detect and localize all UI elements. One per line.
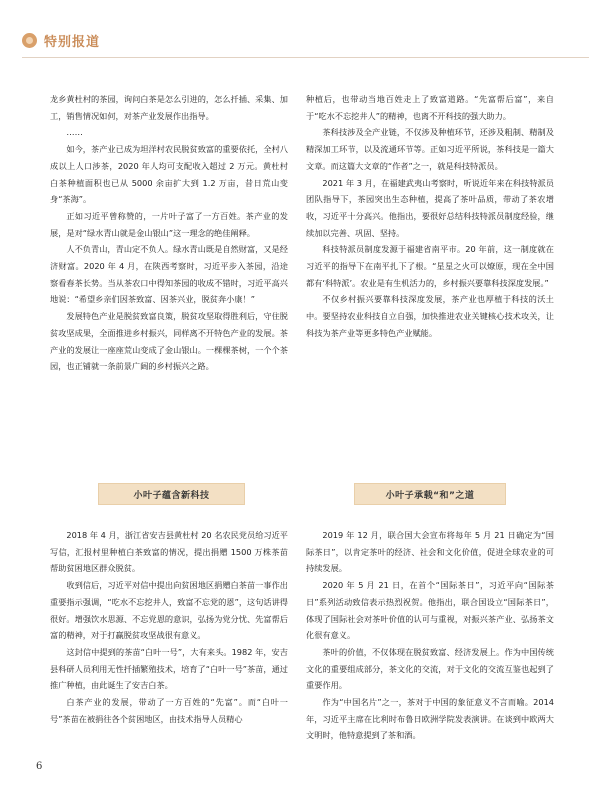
ellipsis-paragraph: …… <box>66 127 83 138</box>
header-divider <box>22 57 589 58</box>
paragraph: 收到信后，习近平对信中提出向贫困地区捐赠白茶苗一事作出重要指示强调，“吃水不忘挖井人，致富不忘党的恩”，这句话讲得很好。增强饮水思源、不忘党恩的意识，弘扬为党分忧、先富帮后富的精神，对于打赢脱贫攻坚战很有意义。 <box>50 580 288 641</box>
header-circle-icon <box>22 33 37 48</box>
paragraph: 作为“中国名片”之一，茶对于中国的象征意义不言而喻。2014 年，习近平主席在比利时布鲁日欧洲学院发表演讲。在谈到中欧两大文明时，他特意提到了茶和酒。 <box>306 697 554 741</box>
paragraph: 2019 年 12 月，联合国大会宣布将每年 5 月 21 日确定为“国际茶日”，以肯定茶叶的经济、社会和文化价值，促进全球农业的可持续发展。 <box>306 530 554 574</box>
paragraph: 2021 年 3 月，在福建武夷山考察时，听说近年来在科技特派员团队指导下，茶园突出生态种植，提高了茶叶品质，带动了茶农增收，习近平十分高兴。他指出，要很好总结科技特派员制度经验，继续加以完善、巩固、坚持。 <box>306 177 554 238</box>
bottom-right-column <box>306 527 554 744</box>
paragraph: 科技特派员制度发源于福建省南平市。20 年前，这一制度就在习近平的指导下在南平扎下了根。“星星之火可以燎原，现在全中国都有‘科特派’。农业是有生机活力的，乡村振兴要靠科技深度发展。” <box>306 244 554 288</box>
section-title: 特别报道 <box>44 35 101 50</box>
section-header <box>22 31 100 50</box>
top-left-column <box>50 91 288 375</box>
paragraph: 种植后，也带动当地百姓走上了致富道路。“先富帮后富”，来自于“吃水不忘挖井人”的精神，也离不开科技的强大助力。 <box>306 94 554 121</box>
subheading-left: 小叶子蕴含新科技 <box>98 483 245 505</box>
paragraph: 龙乡黄杜村的茶园，询问白茶是怎么引进的，怎么扦插、采集、加工，销售情况如何，对茶产业发展作出指导。 <box>50 94 288 121</box>
page-number: 6 <box>36 761 43 772</box>
paragraph: 不仅乡村振兴要靠科技深度发展，茶产业也厚植于科技的沃土中。要坚持农业科技自立自强，加快推进农业关键核心技术攻关，让科技为茶产业等更多特色产业赋能。 <box>306 294 554 338</box>
paragraph: 茶叶的价值，不仅体现在脱贫致富、经济发展上。作为中国传统文化的重要组成部分，茶文化的交流，对于文化的交流互鉴也起到了重要作用。 <box>306 646 554 691</box>
paragraph: 茶科技涉及全产业链，不仅涉及种植环节，还涉及粗制、精制及精深加工环节，以及流通环节等。正如习近平所说，茶科技是一篇大文章。而这篇大文章的“作者”之一，就是科技特派员。 <box>306 127 554 171</box>
paragraph: 发展特色产业是脱贫致富良策，脱贫攻坚取得胜利后，守住脱贫攻坚成果，全面推进乡村振兴，同样离不开特色产业的发展。茶产业的发展让一座座荒山变成了金山银山。一棵棵茶树，一个个茶园，也正铺就一条前景广阔的乡村振兴之路。 <box>50 311 288 372</box>
bottom-left-column <box>50 527 288 727</box>
paragraph: 正如习近平曾称赞的，一片叶子富了一方百姓。茶产业的发展，是对“绿水青山就是金山银山”这一理念的绝佳阐释。 <box>50 210 288 238</box>
paragraph: 2020 年 5 月 21 日，在首个“国际茶日”，习近平向“国际茶日”系列活动致信表示热烈祝贺。他指出，联合国设立“国际茶日”，体现了国际社会对茶叶价值的认可与重视，对振兴茶产业、弘扬茶文化很有意义。 <box>306 580 554 641</box>
subheading-right: 小叶子承载“和”之道 <box>354 483 506 505</box>
paragraph: 这封信中提到的茶苗“白叶一号”，大有来头。1982 年，安吉县科研人员利用无性扦插繁殖技术，培育了“白叶一号”茶苗，通过推广种植，由此诞生了安吉白茶。 <box>50 646 288 691</box>
paragraph: 如今，茶产业已成为坦洋村农民脱贫致富的重要依托，全村八成以上人口涉茶，2020 年人均可支配收入超过 2 万元。黄杜村白茶种植面积也已从 5000 余亩扩大到 1.2 万亩，昔日荒山变身“茶海”。 <box>50 144 288 205</box>
paragraph: 白茶产业的发展，带动了一方百姓的“先富”。而“白叶一号”茶苗在被捐往各个贫困地区，由技术指导人员精心 <box>50 697 288 724</box>
paragraph: 2018 年 4 月，浙江省安吉县黄杜村 20 名农民党员给习近平写信，汇报村里种植白茶致富的情况，提出捐赠 1500 万株茶苗帮助贫困地区群众脱贫。 <box>50 530 288 574</box>
top-right-column <box>306 91 554 342</box>
paragraph: 人不负青山，青山定不负人。绿水青山既是自然财富，又是经济财富。2020 年 4 月，在陕西考察时，习近平步入茶园，沿途察看春茶长势。当从茶农口中得知茶园的收成不错时，习近平高兴地说：“希望乡亲们因茶致富、因茶兴业，脱贫奔小康！” <box>50 244 288 305</box>
